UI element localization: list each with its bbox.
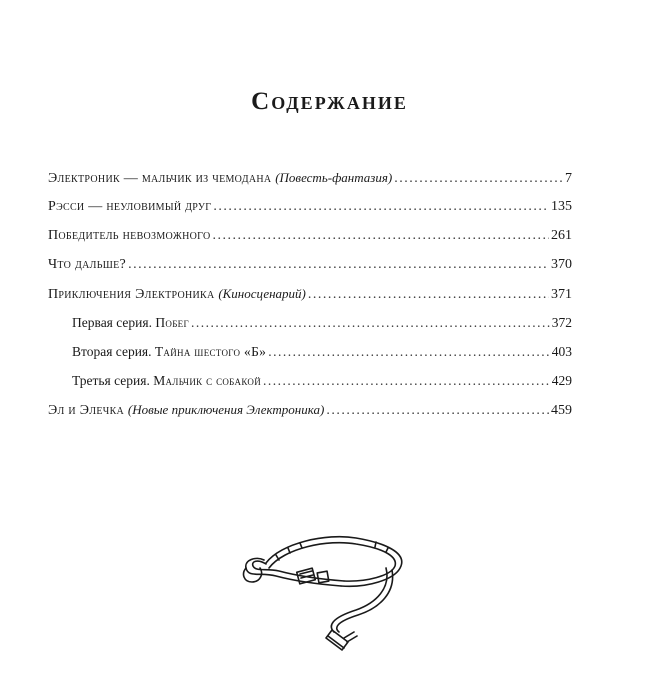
toc-entry-genre: (Повесть-фантазия)	[275, 170, 393, 185]
toc-page-number: 372	[551, 315, 572, 330]
leader-dots	[213, 197, 549, 217]
toc-entry-genre: (Новые приключения Электроника)	[127, 402, 325, 417]
leader-dots	[213, 226, 550, 246]
toc-entry-title-text: Что дальше?	[48, 257, 127, 272]
toc-sub-entry[interactable]	[48, 371, 572, 400]
toc-entry-title	[48, 400, 324, 421]
leader-dots	[394, 169, 563, 189]
toc-entry-title	[48, 226, 211, 246]
table-of-contents	[48, 168, 572, 429]
toc-episode-label: Первая серия.	[72, 315, 156, 330]
toc-entry[interactable]	[48, 226, 572, 255]
toc-entry-title	[72, 313, 189, 333]
toc-sub-entry[interactable]	[48, 313, 572, 342]
toc-episode-label: Вторая серия.	[72, 344, 155, 359]
toc-page-number: 371	[551, 287, 572, 302]
toc-entry-genre: (Киносценарий)	[218, 286, 306, 301]
toc-episode-label: Третья серия.	[72, 373, 154, 388]
toc-page-number: 261	[551, 228, 572, 243]
toc-entry-title-text: Тайна шестого «Б»	[154, 344, 267, 359]
toc-page-number: 403	[551, 344, 572, 359]
leader-dots	[268, 342, 550, 362]
leader-dots	[191, 313, 550, 333]
toc-entry-title-text: Электроник — мальчик из чемодана	[48, 171, 272, 186]
toc-entry-title	[72, 371, 261, 391]
electric-cable-with-plug-icon	[236, 508, 426, 658]
leader-dots	[263, 371, 550, 391]
leader-dots	[326, 401, 549, 421]
toc-entry[interactable]	[48, 284, 572, 313]
toc-entry[interactable]	[48, 255, 572, 284]
toc-entry-title-text: Победитель невозможного	[48, 228, 211, 243]
page-title: Содержание	[251, 88, 408, 115]
toc-entry[interactable]	[48, 197, 572, 226]
toc-page-number: 429	[551, 373, 572, 388]
toc-entry-title	[72, 342, 266, 362]
toc-page-number: 459	[551, 403, 572, 418]
toc-entry[interactable]	[48, 168, 572, 197]
toc-sub-entry[interactable]	[48, 342, 572, 371]
toc-entry-title	[48, 255, 126, 275]
toc-page-number: 135	[551, 199, 572, 214]
toc-page-number: 370	[551, 257, 572, 272]
toc-entry-title-text: Рэсси — неуловимый друг	[48, 199, 212, 214]
toc-entry-title-text: Приключения Электроника	[48, 287, 215, 302]
toc-entry-title-text: Побег	[155, 315, 189, 330]
toc-entry[interactable]	[48, 400, 572, 429]
toc-entry-title	[48, 197, 211, 217]
toc-entry-title-text: Мальчик с собакой	[153, 373, 262, 388]
leader-dots	[308, 285, 549, 305]
toc-entry-title-text: Эл и Элечка	[48, 403, 125, 418]
toc-page-number: 7	[565, 171, 572, 186]
toc-entry-title	[48, 168, 392, 189]
leader-dots	[128, 255, 549, 275]
toc-entry-title	[48, 284, 306, 305]
